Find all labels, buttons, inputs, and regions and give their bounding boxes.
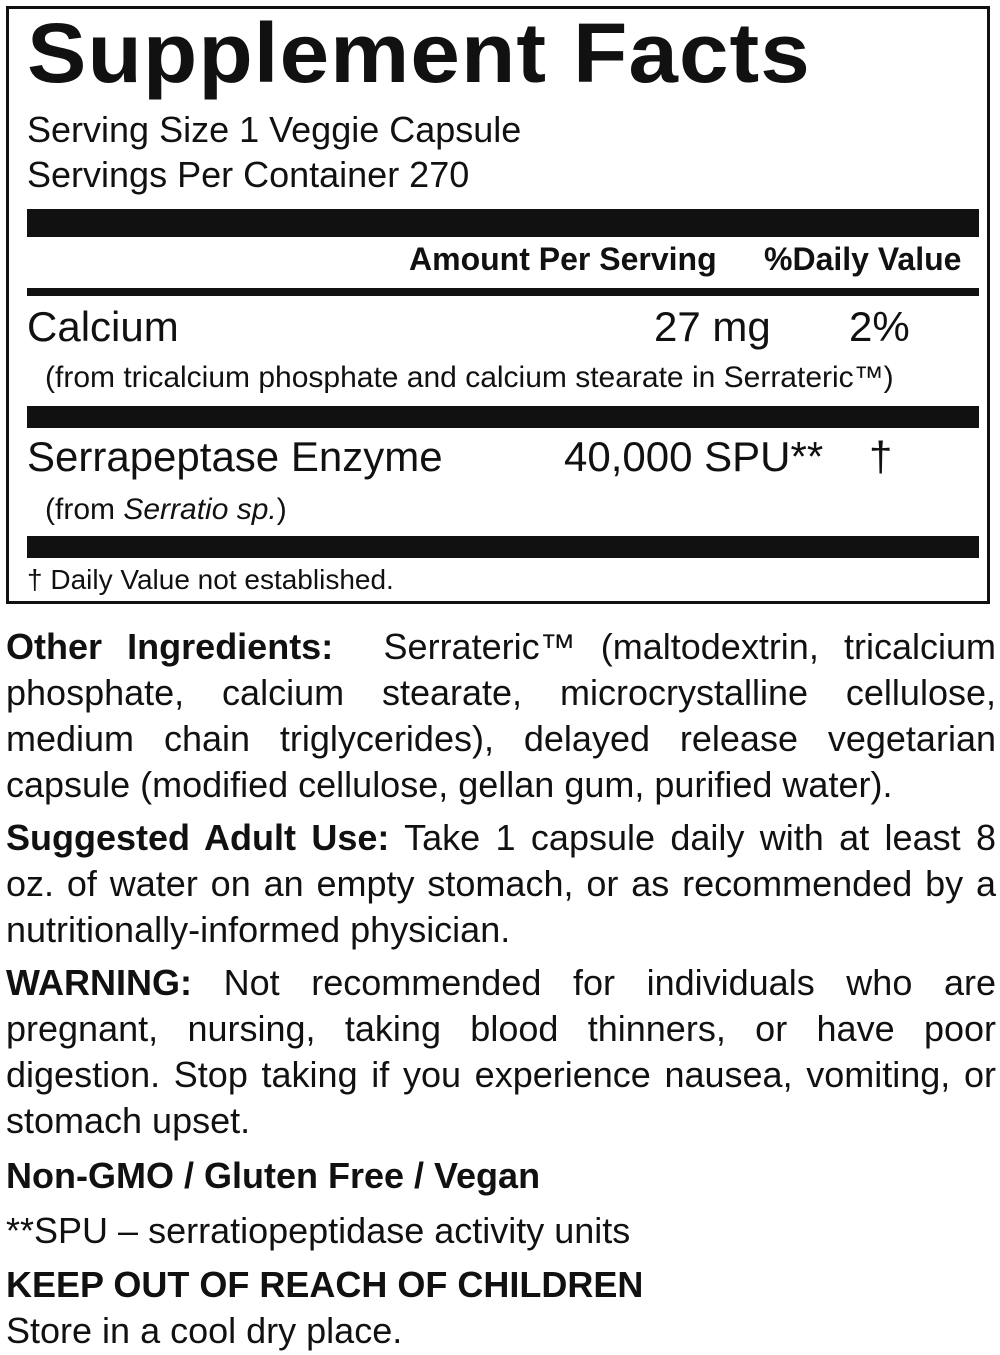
storage-instructions: Store in a cool dry place. bbox=[6, 1310, 403, 1351]
nutrient-amount-serrapeptase: 40,000 SPU** bbox=[564, 433, 824, 480]
nutrient-dv-calcium: 2% bbox=[849, 303, 910, 350]
servings-per-container: Servings Per Container 270 bbox=[27, 154, 470, 195]
nutrient-name-calcium: Calcium bbox=[27, 303, 179, 350]
spu-note: **SPU – serratiopeptidase activity units bbox=[6, 1210, 631, 1251]
header-daily-value: %Daily Value bbox=[764, 241, 962, 277]
suggested-use: Suggested Adult Use: Take 1 capsule daily with at least 8 oz. of water on an empty stomach, or as recommended by a nutritionally-informed physician. bbox=[6, 817, 996, 950]
dietary-claims: Non-GMO / Gluten Free / Vegan bbox=[6, 1155, 541, 1196]
footnote-dagger: † Daily Value not established. bbox=[27, 564, 394, 595]
nutrient-source-calcium: (from tricalcium phosphate and calcium stearate in Serrateric™) bbox=[45, 361, 894, 394]
header-amount: Amount Per Serving bbox=[409, 241, 717, 277]
nutrient-amount-calcium: 27 mg bbox=[654, 303, 771, 350]
divider bbox=[27, 288, 979, 296]
keep-out-warning: KEEP OUT OF REACH OF CHILDREN bbox=[6, 1264, 644, 1305]
nutrient-source-serrapeptase: (from Serratio sp.) bbox=[45, 493, 287, 526]
supplement-facts-panel bbox=[6, 6, 990, 604]
facts-title: Supplement Facts bbox=[27, 6, 811, 100]
divider bbox=[27, 406, 979, 428]
serving-size: Serving Size 1 Veggie Capsule bbox=[27, 109, 522, 150]
nutrient-name-serrapeptase: Serrapeptase Enzyme bbox=[27, 433, 443, 480]
thick-divider bbox=[27, 536, 979, 558]
thick-divider bbox=[27, 209, 979, 237]
nutrient-dv-serrapeptase: † bbox=[869, 433, 893, 480]
other-ingredients: Other Ingredients: Serrateric™ (maltodextrin, tricalcium phosphate, calcium stearate, microcrystalline cellulose, medium chain triglycerides), delayed release vegetarian capsule (modified cellulose, gellan gum, purified water). bbox=[6, 626, 997, 805]
warning: WARNING: Not recommended for individuals who are pregnant, nursing, taking blood thinners, or have poor digestion. Stop taking if you experience nausea, vomiting, or stomach upset. bbox=[6, 962, 996, 1141]
